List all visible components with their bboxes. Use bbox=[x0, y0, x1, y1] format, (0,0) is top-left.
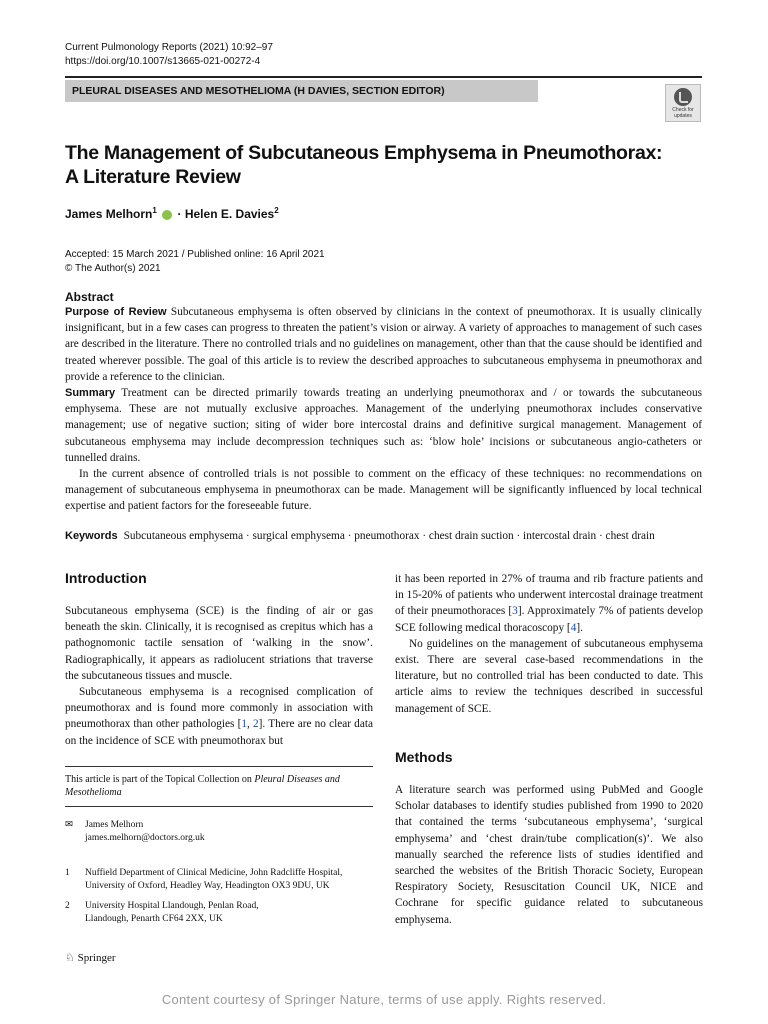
intro-left-column bbox=[65, 603, 373, 749]
summary-label: Summary bbox=[65, 387, 116, 400]
title-line-1: The Management of Subcutaneous Emphysema in Pneumothorax: bbox=[65, 142, 663, 164]
keywords bbox=[65, 530, 702, 542]
author-list bbox=[65, 206, 279, 221]
affiliation-1: Nuffield Department of Clinical Medicine, John Radcliffe Hospital, University of Oxford, Headley Way, Headington OX3 9DU, UK bbox=[85, 868, 343, 891]
abstract-heading: Abstract bbox=[65, 290, 114, 304]
collection-prefix: This article is part of the Topical Collection on bbox=[65, 774, 255, 785]
courtesy-notice: Content courtesy of Springer Nature, terms of use apply. Rights reserved. bbox=[161, 992, 607, 1007]
doi-link[interactable]: https://doi.org/10.1007/s13665-021-00272-4 bbox=[65, 56, 261, 67]
intro-p2-end: ]. There are no clear data on the incidence of SCE with pneumothorax but bbox=[65, 718, 373, 747]
collection-name: Pleural Diseases and Mesothelioma bbox=[65, 774, 340, 798]
intro-p2-sep: , bbox=[247, 718, 254, 731]
intro-p2-text: Subcutaneous emphysema is a recognised complication of pneumothorax and is found more commonly in association with pneumothorax than other pathologies [ bbox=[65, 686, 373, 731]
publisher-logo bbox=[65, 951, 116, 964]
copyright-icon: © bbox=[65, 263, 73, 274]
abstract-final: In the current absence of controlled trials is not possible to comment on the efficacy of these techniques: no recommendations on management of subcutaneous emphysema in pneumothorax can be made. Management will be significantly influenced by local technical expertise and patient factors for the foreseeable future. bbox=[65, 468, 702, 513]
footnote-divider-1 bbox=[65, 766, 373, 767]
affiliation-1-number: 1 bbox=[65, 868, 70, 878]
publisher-name: Springer bbox=[77, 952, 116, 964]
abstract-purpose bbox=[65, 304, 702, 385]
envelope-icon: ✉ bbox=[65, 820, 73, 830]
contact-block bbox=[85, 819, 373, 845]
purpose-label: Purpose of Review bbox=[65, 306, 167, 318]
purpose-text: Subcutaneous emphysema is often observed by clinicians in the context of pneumothorax. It is usually clinically insignificant, but in a few cases can progress to threaten the patient’s vision or airway. A variety of approaches to management of such cases are described in the literature. There no controlled trials and no guidelines on management, other than that the cause should be identified and treated wherever possible. The goal of this article is to review the described approaches to subcutaneous emphysema in pneumothorax and provide a reference to the clinician. bbox=[65, 306, 702, 383]
introduction-heading: Introduction bbox=[65, 570, 147, 586]
summary-text: Treatment can be directed primarily towards treating an underlying pneumothorax and / or towards the subcutaneous emphysema. These are not mutually exclusive approaches. Management of the underlying pneumothorax includes conservative management; use of negative suction; siting of wider bore intercostal drains and definitive surgical management. Management of subcutaneous emphysema may include decompression techniques such as: ‘blow hole’ incisions or subcutaneous angio-catheters or tunnelled drains. bbox=[65, 387, 702, 464]
intro-p3-mid: ]. Approximately 7% of patients develop SCE following medical thoracoscopy [ bbox=[395, 605, 703, 634]
title-line-2: A Literature Review bbox=[65, 166, 241, 188]
author-1-affil: 1 bbox=[152, 206, 157, 215]
intro-paragraph-2 bbox=[65, 684, 373, 749]
orcid-icon[interactable] bbox=[162, 210, 172, 220]
citation-2-link[interactable]: 2 bbox=[253, 718, 259, 731]
methods-heading: Methods bbox=[395, 749, 453, 765]
section-banner: PLEURAL DISEASES AND MESOTHELIOMA (H DAVIES, SECTION EDITOR) bbox=[65, 80, 538, 102]
check-updates-icon bbox=[674, 88, 692, 106]
intro-paragraph-3 bbox=[395, 571, 703, 636]
journal-header bbox=[65, 41, 273, 69]
header-rule bbox=[65, 76, 702, 78]
intro-p3-end: ]. bbox=[576, 621, 583, 634]
copyright-line bbox=[65, 262, 325, 276]
author-1[interactable]: James Melhorn bbox=[65, 207, 153, 221]
intro-p3-text: it has been reported in 27% of trauma and rib fracture patients and in 15-20% of patients who underwent intercostal drainage treatment of their pneumothoraces [ bbox=[395, 573, 703, 618]
affiliation-2-number: 2 bbox=[65, 901, 70, 911]
copyright-text: The Author(s) 2021 bbox=[74, 263, 161, 274]
intro-paragraph-4: No guidelines on the management of subcutaneous emphysema exist. There are several case-based recommendations in the literature, but no controlled trial has been conducted to date. This article aims to review the techniques described in successful management of SCE. bbox=[395, 637, 703, 715]
publication-dates bbox=[65, 248, 325, 276]
check-updates-label: Check for updates bbox=[672, 107, 694, 119]
keywords-label: Keywords bbox=[65, 530, 118, 542]
intro-right-column bbox=[395, 571, 703, 717]
contact-name: James Melhorn bbox=[85, 820, 144, 830]
intro-paragraph-1: Subcutaneous emphysema (SCE) is the finding of air or gas beneath the skin. Clinically, it is recognised as crepitus which has a pathognomonic tactile sensation of ‘walking in the snow’. Radiographically, it appears as radiolucent striations that traverse the subcutaneous tissues and muscle. bbox=[65, 605, 373, 682]
author-separator: · bbox=[174, 207, 185, 221]
affiliation-2: University Hospital Llandough, Penlan Road, Llandough, Penarth CF64 2XX, UK bbox=[85, 901, 259, 924]
journal-citation: Current Pulmonology Reports (2021) 10:92–97 bbox=[65, 42, 273, 53]
collection-note bbox=[65, 773, 373, 799]
citation-1-link[interactable]: 1 bbox=[241, 718, 248, 731]
citation-3-link[interactable]: 3 bbox=[512, 605, 518, 618]
springer-horse-icon: ♘ bbox=[65, 952, 75, 964]
citation-4-link[interactable]: 4 bbox=[570, 621, 577, 634]
methods-body bbox=[395, 782, 703, 928]
author-2-affil: 2 bbox=[274, 206, 279, 215]
contact-email[interactable]: james.melhorn@doctors.org.uk bbox=[85, 833, 205, 843]
keywords-text: Subcutaneous emphysema · surgical emphysema · pneumothorax · chest drain suction · intercostal drain · chest drain bbox=[123, 530, 655, 542]
methods-paragraph-1: A literature search was performed using PubMed and Google Scholar databases to identify studies published from 1990 to 2020 that contained the terms ‘subcutaneous emphysema’, ‘surgical emphysema’ and ‘chest drain/tube complication(s)’. We also manually searched the reference lists of studies identified and searched the websites of the British Thoracic Society, European Respiratory Society, Resuscitation Council UK, NICE and Cochrane for specific guidance related to subcutaneous emphysema. bbox=[395, 784, 703, 926]
abstract-summary bbox=[65, 385, 702, 466]
abstract-body bbox=[65, 304, 702, 515]
author-2[interactable]: Helen E. Davies bbox=[184, 207, 275, 221]
check-for-updates-badge[interactable] bbox=[665, 84, 701, 122]
footnote-divider-2 bbox=[65, 806, 373, 807]
dates-line: Accepted: 15 March 2021 / Published online: 16 April 2021 bbox=[65, 249, 325, 260]
article-title bbox=[65, 141, 685, 189]
